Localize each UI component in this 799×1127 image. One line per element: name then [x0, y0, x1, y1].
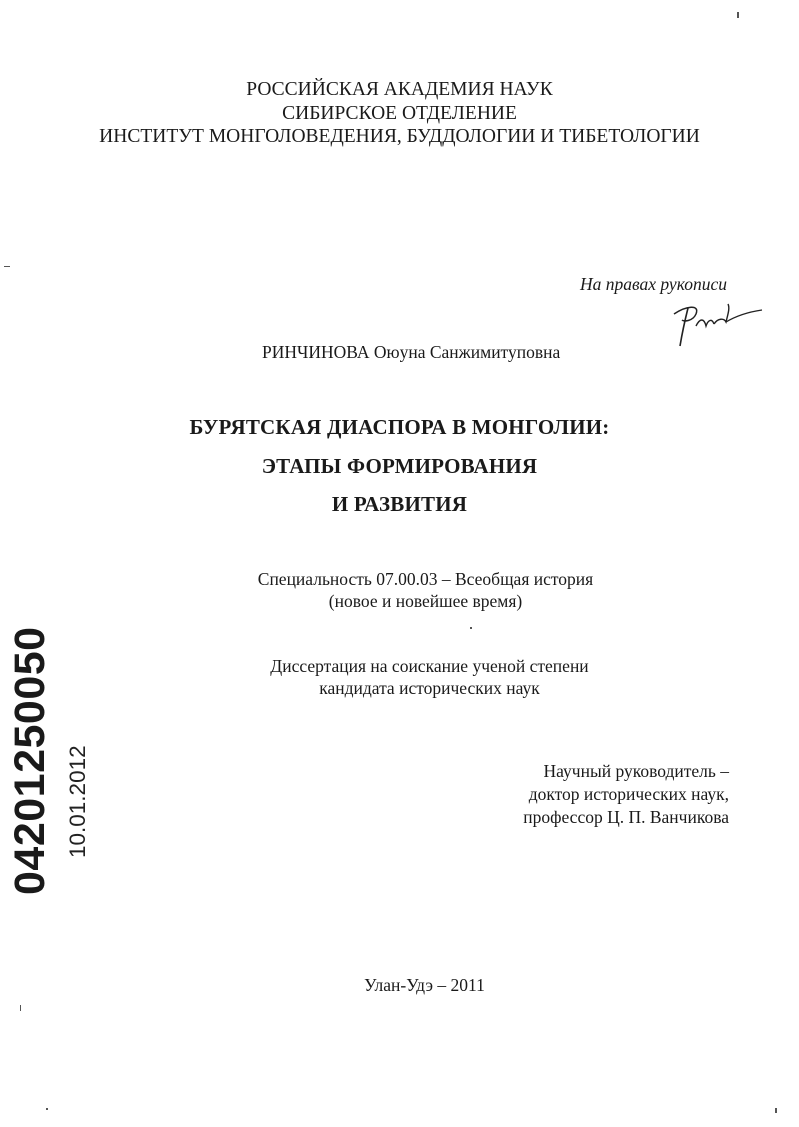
author-surname: РИНЧИНОВА — [262, 342, 370, 362]
advisor-role: Научный руководитель – — [543, 761, 729, 781]
specialty-line-1: Специальность 07.00.03 – Всеобщая история — [257, 569, 594, 589]
author-name — [262, 342, 560, 363]
advisor-degree: доктор исторических наук, — [528, 784, 729, 804]
scan-speck — [4, 266, 10, 267]
library-stamp-code: 04201250050 — [6, 626, 54, 895]
specialty-line-2: (новое и новейшее время) — [328, 591, 523, 611]
advisor-name: профессор Ц. П. Ванчикова — [523, 807, 729, 827]
scientific-advisor — [523, 760, 729, 829]
manuscript-note: На правах рукописи — [580, 274, 727, 294]
scan-speck — [20, 1005, 21, 1011]
scan-speck — [775, 1108, 777, 1113]
scan-speck — [46, 1108, 48, 1110]
author-given-names: Оюуна Санжимитуповна — [373, 342, 561, 362]
degree-line-1: Диссертация на соискание ученой степени — [270, 656, 589, 676]
org-academy: РОССИЙСКАЯ АКАДЕМИЯ НАУК — [246, 79, 553, 100]
place-and-year: Улан-Удэ – 2011 — [364, 975, 485, 995]
scan-speck — [737, 12, 739, 18]
library-stamp-date: 10.01.2012 — [65, 745, 90, 858]
org-branch: СИБИРСКОЕ ОТДЕЛЕНИЕ — [282, 103, 517, 124]
thesis-title-line-2: ЭТАПЫ ФОРМИРОВАНИЯ — [261, 454, 538, 478]
thesis-title-line-1: БУРЯТСКАЯ ДИАСПОРА В МОНГОЛИИ: — [189, 415, 610, 439]
thesis-title-line-3: И РАЗВИТИЯ — [331, 492, 468, 516]
handwritten-signature — [668, 296, 763, 348]
degree-line-2: кандидата исторических наук — [319, 678, 540, 698]
org-institute: ИНСТИТУТ МОНГОЛОВЕДЕНИЯ, БУДДОЛОГИИ И ТИБЕТОЛОГИИ — [99, 126, 700, 147]
scan-speck — [470, 627, 472, 629]
